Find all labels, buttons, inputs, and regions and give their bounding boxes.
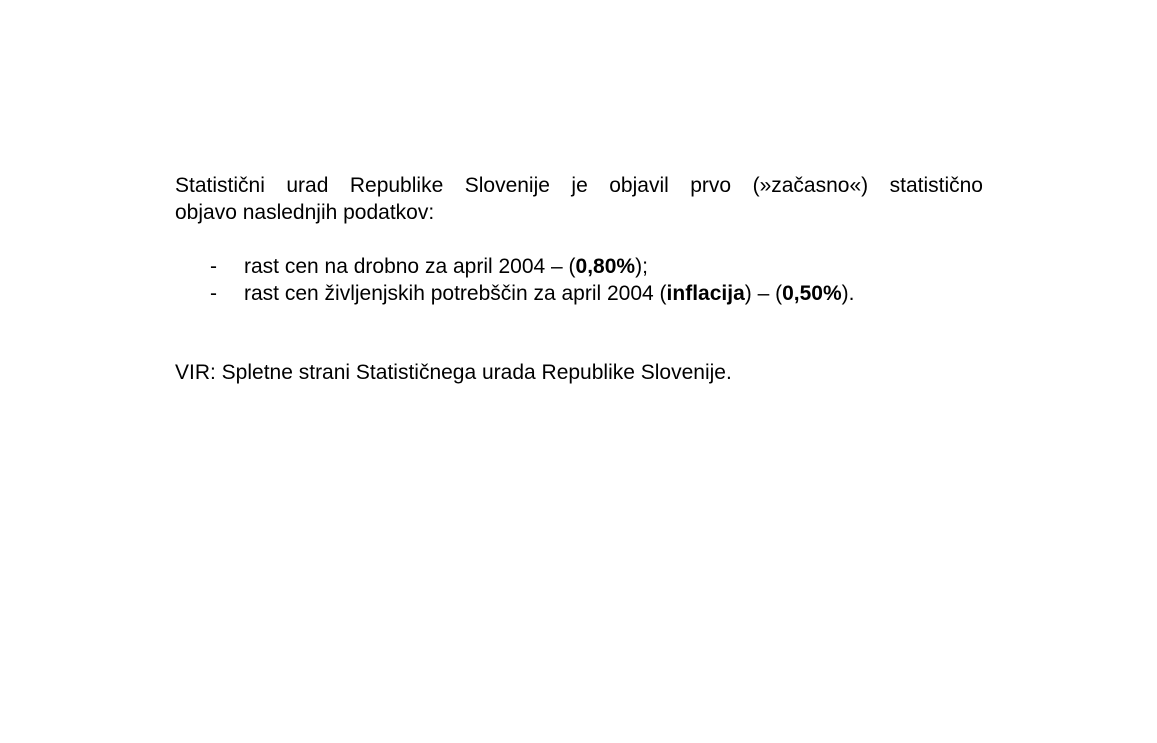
list-item bbox=[175, 280, 983, 307]
inflation-value: 0,50% bbox=[782, 282, 842, 305]
source-note: VIR: Spletne strani Statističnega urada Republike Slovenije. bbox=[175, 361, 732, 384]
intro-line-2: objavo naslednjih podatkov: bbox=[175, 201, 435, 224]
intro-line-1: Statistični urad Republike Slovenije je objavil prvo (»začasno«) statistično bbox=[175, 174, 983, 197]
bullet-text-middle: ) – ( bbox=[744, 282, 783, 305]
bullet-list bbox=[175, 253, 983, 307]
bullet-text-before: rast cen na drobno za april 2004 – ( bbox=[244, 255, 576, 278]
bullet-text bbox=[244, 280, 854, 307]
inflation-term: inflacija bbox=[666, 282, 745, 305]
bullet-text-before: rast cen življenjskih potrebščin za april 2004 ( bbox=[244, 282, 667, 305]
bullet-text-after: ); bbox=[635, 255, 648, 278]
intro-paragraph bbox=[175, 172, 983, 226]
bullet-text bbox=[244, 253, 648, 280]
bullet-dash: - bbox=[210, 282, 217, 305]
bullet-text-after: ). bbox=[841, 282, 855, 305]
bullet-dash: - bbox=[210, 255, 217, 278]
retail-price-growth-value: 0,80% bbox=[575, 255, 636, 278]
list-item bbox=[175, 253, 983, 280]
